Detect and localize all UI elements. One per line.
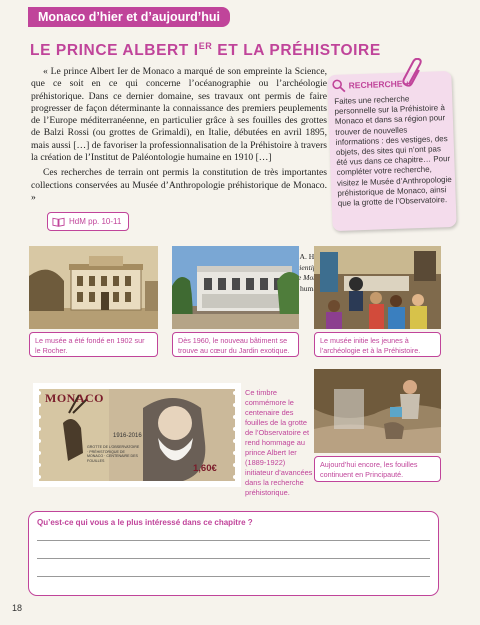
answer-line[interactable] [37,576,430,577]
stamp-caption: Ce timbre commémore le centenaire des fouilles de la grotte de l’Observatoire et rend hommage au prince Albert Ier (1889-1922) initiateur d’avancées dans la recherche préhistorique. [245,388,313,497]
search-icon [331,79,345,93]
excavation-illustration [314,369,441,453]
photo-old-museum [29,246,158,329]
recherche-note [327,71,456,231]
photo-excavation [314,369,441,453]
answer-line[interactable] [37,558,430,559]
photo-workshop [314,246,441,329]
quote-text [31,66,327,207]
hdm-reference-badge[interactable] [47,212,129,231]
hdm-label: HdM pp. 10-11 [69,217,122,226]
caption-new-building: Dès 1960, le nouveau bâtiment se trouve au cœur du Jardin exotique. [172,332,299,357]
photo-new-building [172,246,299,329]
workshop-illustration [314,246,441,329]
title-part2: ET LA PRÉHISTOIRE [212,42,381,60]
caption-workshop: Le musée initie les jeunes à l’archéologie et à la Préhistoire. [314,332,441,357]
question-text: Qu’est-ce qui vous a le plus intéressé dans ce chapitre ? [37,518,253,527]
paperclip-icon [400,58,426,88]
title-superscript: ER [198,41,213,51]
stamp-image [33,383,241,487]
caption-old-museum: Le musée a été fondé en 1902 sur le Rocher. [29,332,158,357]
quote-paragraph-1: « Le prince Albert Ier de Monaco a marqué de son empreinte la Science, que ce soit en ce qui concerne l’océanographie ou l’archéologie préhistorique. Dans ce dernier domaine, ses travaux ont permis de faire progresser de façon déterminante la connaissance des premiers peuplements de l’Europe méditerranéenne, en particulier grâce à ses fouilles des grottes de Balzi Rossi (ou grottes de Grimaldi), en Italie, débutées en avril 1895, mais aussi […] de favoriser la professionnalisation de la Préhistoire à travers la création de l’Institut de Paléontologie humaine en 1910 […] [31,66,327,164]
title-part1: LE PRINCE ALBERT I [30,42,199,60]
attribution-work-line1: scientifique [292,262,328,272]
old-museum-illustration [29,246,158,329]
new-building-illustration [172,246,299,329]
stamp-price: 1,60€ [193,463,217,474]
recherche-heading: RECHERCHE + [348,78,410,91]
stamp-years: 1916-2016 [113,433,142,439]
caption-excavation: Aujourd’hui encore, les fouilles continuent en Principauté. [314,456,441,482]
quote-paragraph-2: Ces recherches de terrain ont permis la constitution de très importantes collections conservées au Musée d’Anthropologie préhistorique de Monaco. » [31,167,327,203]
answer-line[interactable] [37,540,430,541]
page-number: 18 [12,603,23,613]
stamp-inscription: GROTTE DE L’OBSERVATOIRE · PRÉHISTORIQUE DE MONACO · CENTENAIRE DES FOUILLES [87,445,140,463]
recherche-heading-row [331,76,410,93]
attribution-authors: A. [299,252,307,261]
book-icon [52,217,65,227]
stamp-country: MONACO [45,391,104,405]
recherche-text: Faites une recherche personnelle sur la Préhistoire à Monaco et dans sa région pour trouver de nouvelles informations : des vestiges, des objets, des sites qui n’ont pas été vus dans ce chapitre… Pour compléter votre recherche, visitez le Musée d’Anthropologie préhistorique de Monaco, ainsi que la grotte de l’Observatoire. [334,94,452,208]
page-title [30,41,381,60]
attribution-publisher: humaine. [299,283,328,293]
question-box[interactable] [28,511,439,596]
section-banner: Monaco d’hier et d’aujourd’hui [28,7,230,27]
